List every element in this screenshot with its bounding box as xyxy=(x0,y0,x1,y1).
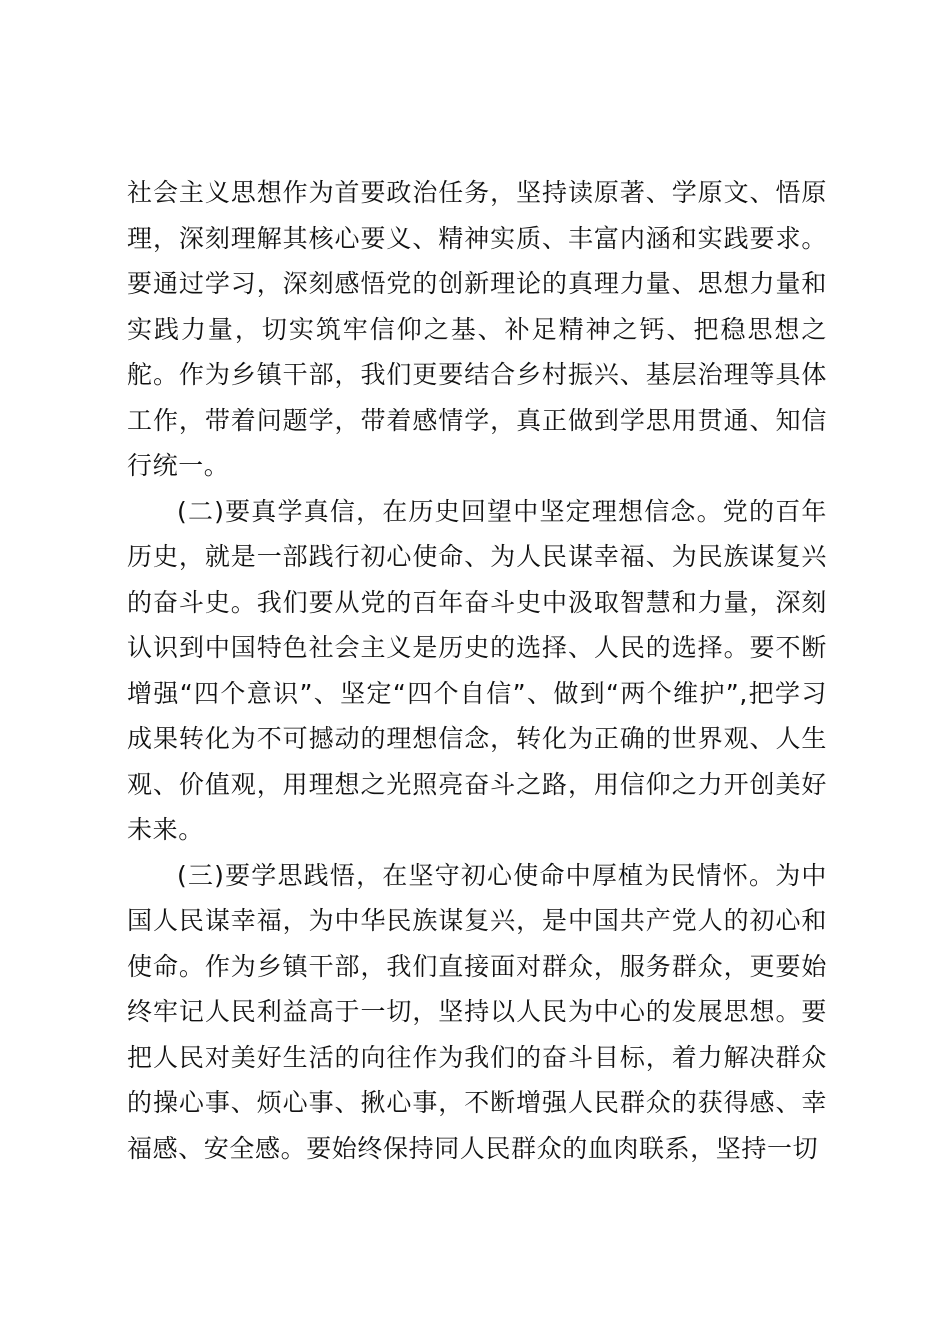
document-body xyxy=(127,170,827,1171)
paragraph-3: (三)要学思践悟，在坚守初心使命中厚植为民情怀。为中国人民谋幸福，为中华民族谋复兴，是中国共产党人的初心和使命。作为乡镇干部，我们直接面对群众，服务群众，更要始终牢记人民利益高于一切，坚持以人民为中心的发展思想。要把人民对美好生活的向往作为我们的奋斗目标，着力解决群众的操心事、烦心事、揪心事，不断增强人民群众的获得感、幸福感、安全感。要始终保持同人民群众的血肉联系，坚持一切 xyxy=(127,860,827,1163)
paragraph-1: 社会主义思想作为首要政治任务，坚持读原著、学原文、悟原理，深刻理解其核心要义、精神实质、丰富内涵和实践要求。要通过学习，深刻感悟党的创新理论的真理力量、思想力量和实践力量，切实筑牢信仰之基、补足精神之钙、把稳思想之舵。作为乡镇干部，我们更要结合乡村振兴、基层治理等具体工作，带着问题学，带着感情学，真正做到学思用贯通、知信行统一。 xyxy=(127,178,827,480)
paragraph-2: (二)要真学真信，在历史回望中坚定理想信念。党的百年历史，就是一部践行初心使命、为人民谋幸福、为民族谋复兴的奋斗史。我们要从党的百年奋斗史中汲取智慧和力量，深刻认识到中国特色社会主义是历史的选择、人民的选择。要不断增强“四个意识”、坚定“四个自信”、做到“两个维护”,把学习成果转化为不可撼动的理想信念，转化为正确的世界观、人生观、价值观，用理想之光照亮奋斗之路，用信仰之力开创美好未来。 xyxy=(127,496,827,844)
